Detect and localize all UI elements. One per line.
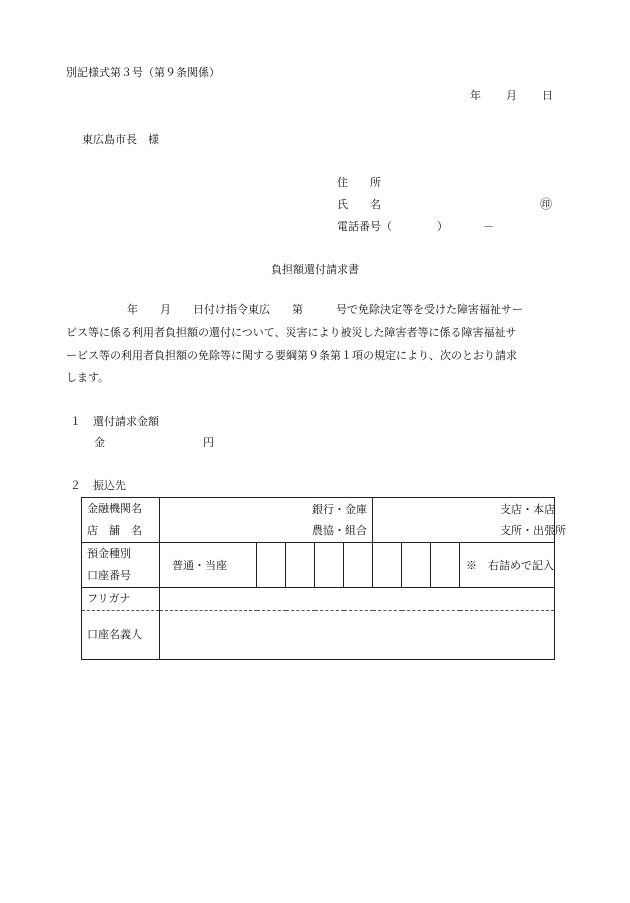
- institution-name-label: 金融機関名: [87, 502, 142, 515]
- branch-type-options-1: 支店・本店: [500, 503, 555, 516]
- holder-label-cell: [82, 611, 160, 660]
- bank-type-options-1: 銀行・金庫: [312, 503, 367, 516]
- section2-heading: 振込先: [93, 479, 126, 492]
- bank-transfer-table: [81, 497, 566, 660]
- account-digit-2[interactable]: [286, 543, 315, 588]
- amount-prefix: 金: [94, 436, 105, 449]
- body-line-3: ービス等の利用者負担額の免除等に関する要綱第９条第１項の規定により、次のとおり請求: [66, 349, 517, 362]
- furigana-label: フリガナ: [87, 592, 131, 605]
- body-line-2: ビス等に係る利用者負担額の還付について、災害により被災した障害者等に係る障害福祉サ: [66, 326, 517, 339]
- phone-dash: －: [483, 220, 494, 233]
- name-label: 氏 名: [337, 198, 381, 211]
- furigana-label-cell: [82, 588, 160, 611]
- bank-type-options-2: 農協・組合: [312, 524, 367, 537]
- date-month: 月: [506, 89, 517, 102]
- account-digit-5[interactable]: [373, 543, 402, 588]
- account-digit-4[interactable]: [344, 543, 373, 588]
- form-id: 別記様式第３号（第９条関係）: [66, 66, 220, 79]
- branch-name-label: 店 舗 名: [87, 524, 142, 537]
- institution-label-cell: [82, 498, 160, 543]
- seal-mark: ㊞: [540, 197, 553, 211]
- section1-number: １: [70, 415, 81, 428]
- account-digit-6[interactable]: [402, 543, 431, 588]
- account-number-label: 口座番号: [87, 569, 131, 582]
- phone-close-paren: ）: [437, 220, 448, 233]
- section1-heading: 還付請求金額: [93, 415, 159, 428]
- right-align-note-cell: [460, 543, 555, 588]
- address-label: 住 所: [337, 176, 381, 189]
- account-holder-label: 口座名義人: [87, 628, 142, 641]
- account-holder-input-cell[interactable]: [160, 611, 555, 660]
- phone-label: 電話番号（: [337, 220, 392, 233]
- date-year: 年: [470, 89, 481, 102]
- addressee: 東広島市長 様: [82, 133, 159, 146]
- body-line-4: します。: [66, 371, 110, 384]
- account-digit-7[interactable]: [431, 543, 460, 588]
- account-type-cell[interactable]: [160, 543, 257, 588]
- account-label-cell: [82, 543, 160, 588]
- section2-number: ２: [70, 479, 81, 492]
- branch-name-cell[interactable]: [373, 498, 566, 543]
- account-digit-1[interactable]: [257, 543, 286, 588]
- document-title: 負担額還付請求書: [271, 263, 359, 276]
- body-line-1: 年 月 日付け指令東広 第 号で免除決定等を受けた障害福祉サー: [127, 303, 523, 316]
- date-day: 日: [542, 89, 553, 102]
- deposit-type-label: 預金種別: [87, 547, 131, 560]
- amount-unit: 円: [203, 436, 214, 449]
- account-type-options: 普通・当座: [172, 559, 227, 572]
- branch-type-options-2: 支所・出張所: [500, 524, 566, 537]
- furigana-input-cell[interactable]: [160, 588, 555, 611]
- right-align-note: ※ 右詰めで記入: [466, 559, 554, 572]
- account-digit-3[interactable]: [315, 543, 344, 588]
- bank-name-cell[interactable]: [160, 498, 373, 543]
